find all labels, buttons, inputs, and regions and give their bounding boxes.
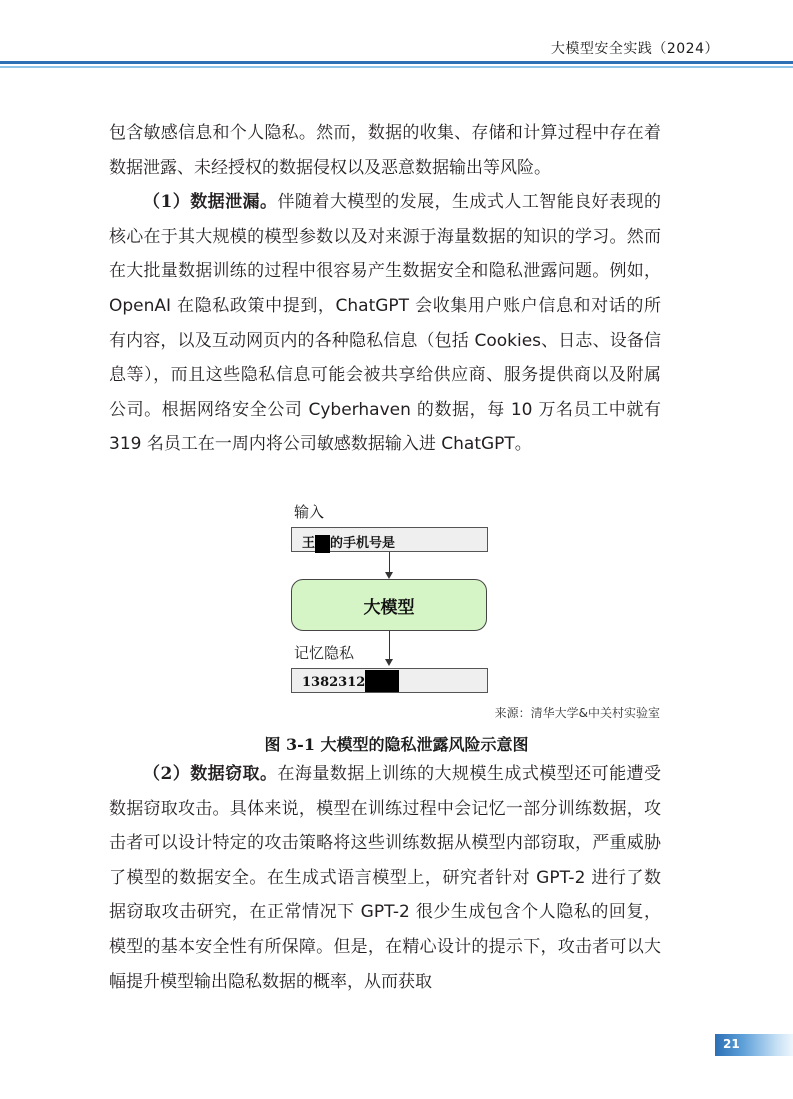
figure-caption: 图 3-1 大模型的隐私泄露风险示意图 [264, 735, 529, 754]
memory-label: 记忆隐私 [294, 644, 355, 662]
page-number: 21 [723, 1037, 740, 1051]
paragraph-data-theft [109, 757, 661, 999]
output-text: 1382312 [302, 675, 366, 690]
input-text-before: 王 [302, 536, 316, 551]
privacy-leak-diagram [288, 500, 498, 700]
figure-source: 来源：清华大学&中关村实验室 [494, 706, 660, 720]
redaction-mark [365, 670, 399, 692]
paragraph-lead: （2）数据窃取。 [143, 764, 278, 784]
model-label: 大模型 [363, 597, 415, 618]
paragraph-data-leak [109, 185, 661, 462]
header-rule-light [0, 66, 793, 68]
output-box [291, 668, 488, 693]
output-box-text [302, 673, 399, 692]
input-label: 输入 [294, 503, 325, 521]
paragraph-continuation: 包含敏感信息和个人隐私。然而，数据的收集、存储和计算过程中存在着数据泄露、未经授权的数据侵权以及恶意数据输出等风险。 [109, 123, 661, 178]
header-rule-dark [0, 61, 793, 64]
input-box-text [302, 532, 395, 553]
body-text-bottom [109, 757, 661, 999]
input-box [291, 527, 488, 552]
paragraph-body: 伴随着大模型的发展，生成式人工智能良好表现的核心在于其大规模的模型参数以及对来源于海量数据的知识的学习。然而在大批量数据训练的过程中很容易产生数据安全和隐私泄露问题。例如，OpenAI 在隐私政策中提到，ChatGPT 会收集用户账户信息和对话的所有内容，以及互动网页内的各种隐私信息（包括 Cookies、日志、设备信息等），而且这些隐私信息可能会被共享给供应商、服务提供商以及附属公司。根据网络安全公司 Cyberhaven 的数据，每 10 万名员工中就有 319 名员工在一周内将公司敏感数据输入进 ChatGPT。 [109, 192, 661, 455]
paragraph-body: 在海量数据上训练的大规模生成式模型还可能遭受数据窃取攻击。具体来说，模型在训练过程中会记忆一部分训练数据，攻击者可以设计特定的攻击策略将这些训练数据从模型内部窃取，严重威胁了模型的数据安全。在生成式语言模型上，研究者针对 GPT-2 进行了数据窃取攻击研究，在正常情况下 GPT-2 很少生成包含个人隐私的回复，模型的基本安全性有所保障。但是，在精心设计的提示下，攻击者可以大幅提升模型输出隐私数据的概率，从而获取 [109, 764, 661, 992]
input-text-after: 的手机号是 [330, 536, 396, 551]
body-text-top [109, 116, 661, 462]
redaction-mark [315, 535, 330, 553]
paragraph-lead: （1）数据泄漏。 [143, 192, 278, 213]
header-title: 大模型安全实践（2024） [550, 41, 719, 57]
page-number-tab [715, 1034, 793, 1056]
model-box [291, 579, 487, 631]
